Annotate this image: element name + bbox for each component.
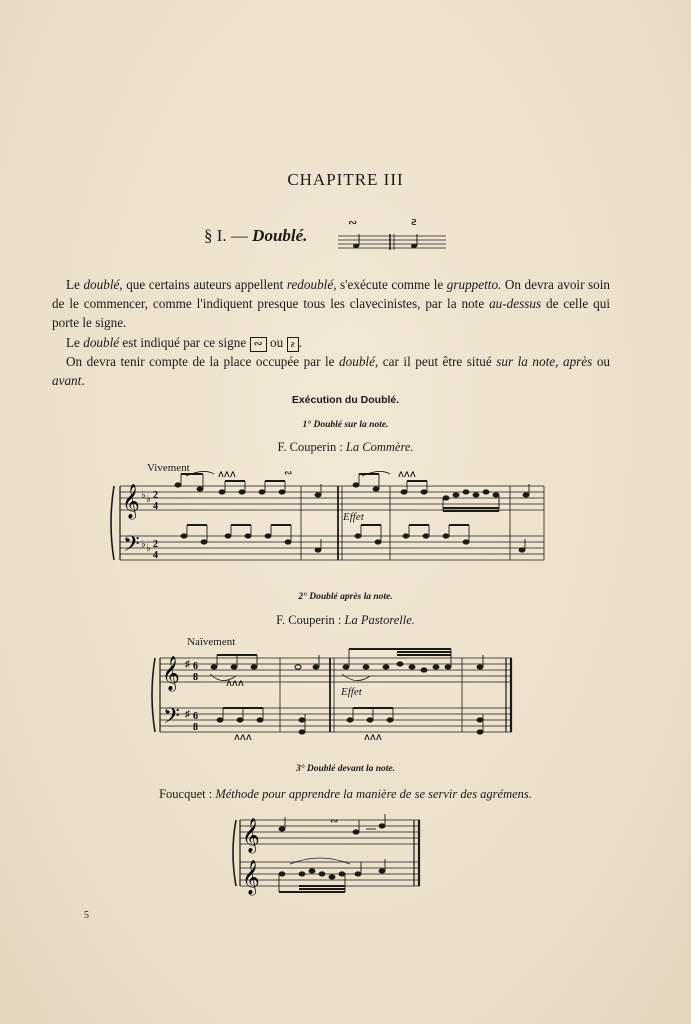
paragraph-1: Le doublé, que certains auteurs appellent redoublé, s'exécute comme le gruppetto. On devra avoir soin de le commencer, comme l'indiquent presque tous les clavecinistes, par la note au-dessus de celle qui porte le signe. [52, 277, 610, 330]
svg-text:ʌʌʌ: ʌʌʌ [398, 469, 416, 480]
svg-text:4: 4 [153, 501, 158, 512]
svg-text:8: 8 [193, 672, 198, 683]
svg-text:4: 4 [153, 550, 158, 561]
section-heading [204, 226, 307, 246]
chapter-title: CHAPITRE III [287, 170, 404, 189]
svg-text:𝄞: 𝄞 [242, 818, 260, 853]
example-2-effet: Effet [341, 686, 362, 698]
example-1-effet: Effet [343, 511, 364, 523]
svg-text:6: 6 [193, 661, 198, 672]
svg-text:♭: ♭ [141, 490, 146, 501]
svg-text:∾: ∾ [284, 468, 293, 479]
example-2-label: 2° Doublé après la note. [298, 592, 393, 602]
svg-text:6: 6 [193, 711, 198, 722]
example-3-source: Foucquet : Méthode pour apprendre la manière de se servir des agrémens. [159, 787, 532, 801]
example-1-label: 1° Doublé sur la note. [302, 420, 389, 430]
paragraph-3: On devra tenir compte de la place occupée par le doublé, car il peut être situé sur la note, après ou avant. [52, 354, 611, 388]
svg-text:2: 2 [153, 539, 158, 550]
svg-text:ƨ: ƨ [411, 215, 417, 228]
execution-heading: Exécution du Doublé. [291, 394, 400, 406]
section-number: § I. — [204, 226, 248, 245]
turn-sign-icon: ∾ [250, 337, 267, 352]
svg-text:ʌʌʌ: ʌʌʌ [364, 732, 382, 743]
svg-text:♭: ♭ [146, 543, 151, 554]
svg-text:♯: ♯ [185, 659, 190, 670]
svg-text:𝄞: 𝄞 [122, 484, 140, 519]
svg-text:ʌʌʌ: ʌʌʌ [226, 678, 244, 689]
vertical-turn-sign-icon: ƨ [287, 337, 299, 352]
example-1-source: F. Couperin : La Commère. [277, 440, 414, 454]
svg-text:𝄞: 𝄞 [242, 860, 260, 895]
example-2-source: F. Couperin : La Pastorelle. [276, 613, 415, 627]
svg-text:♯: ♯ [185, 709, 190, 720]
svg-text:∾: ∾ [348, 216, 358, 229]
example-1-tempo: Vivement [147, 462, 190, 474]
svg-text:𝄢: 𝄢 [163, 704, 180, 734]
example-2-tempo: Naïvement [187, 636, 236, 648]
svg-text:𝄞: 𝄞 [162, 656, 180, 691]
svg-text:8: 8 [193, 722, 198, 733]
svg-text:ʌʌʌ: ʌʌʌ [218, 469, 236, 480]
page-number: 5 [84, 910, 89, 921]
section-name: Doublé. [252, 226, 308, 245]
svg-text:ʌʌʌ: ʌʌʌ [234, 732, 252, 743]
svg-text:2: 2 [153, 490, 158, 501]
svg-text:𝄢: 𝄢 [123, 532, 140, 562]
paragraph-2: Le doublé est indiqué par ce signe ∾ ou ƨ . [66, 335, 303, 350]
svg-text:♭: ♭ [141, 539, 146, 550]
svg-text:♭: ♭ [146, 494, 151, 505]
music-score-2 [150, 652, 516, 743]
doublé-sign-notation [338, 214, 448, 254]
svg-text:∾: ∾ [330, 816, 339, 827]
example-3-label: 3° Doublé devant la note. [295, 764, 396, 774]
music-score-3 [232, 814, 424, 896]
